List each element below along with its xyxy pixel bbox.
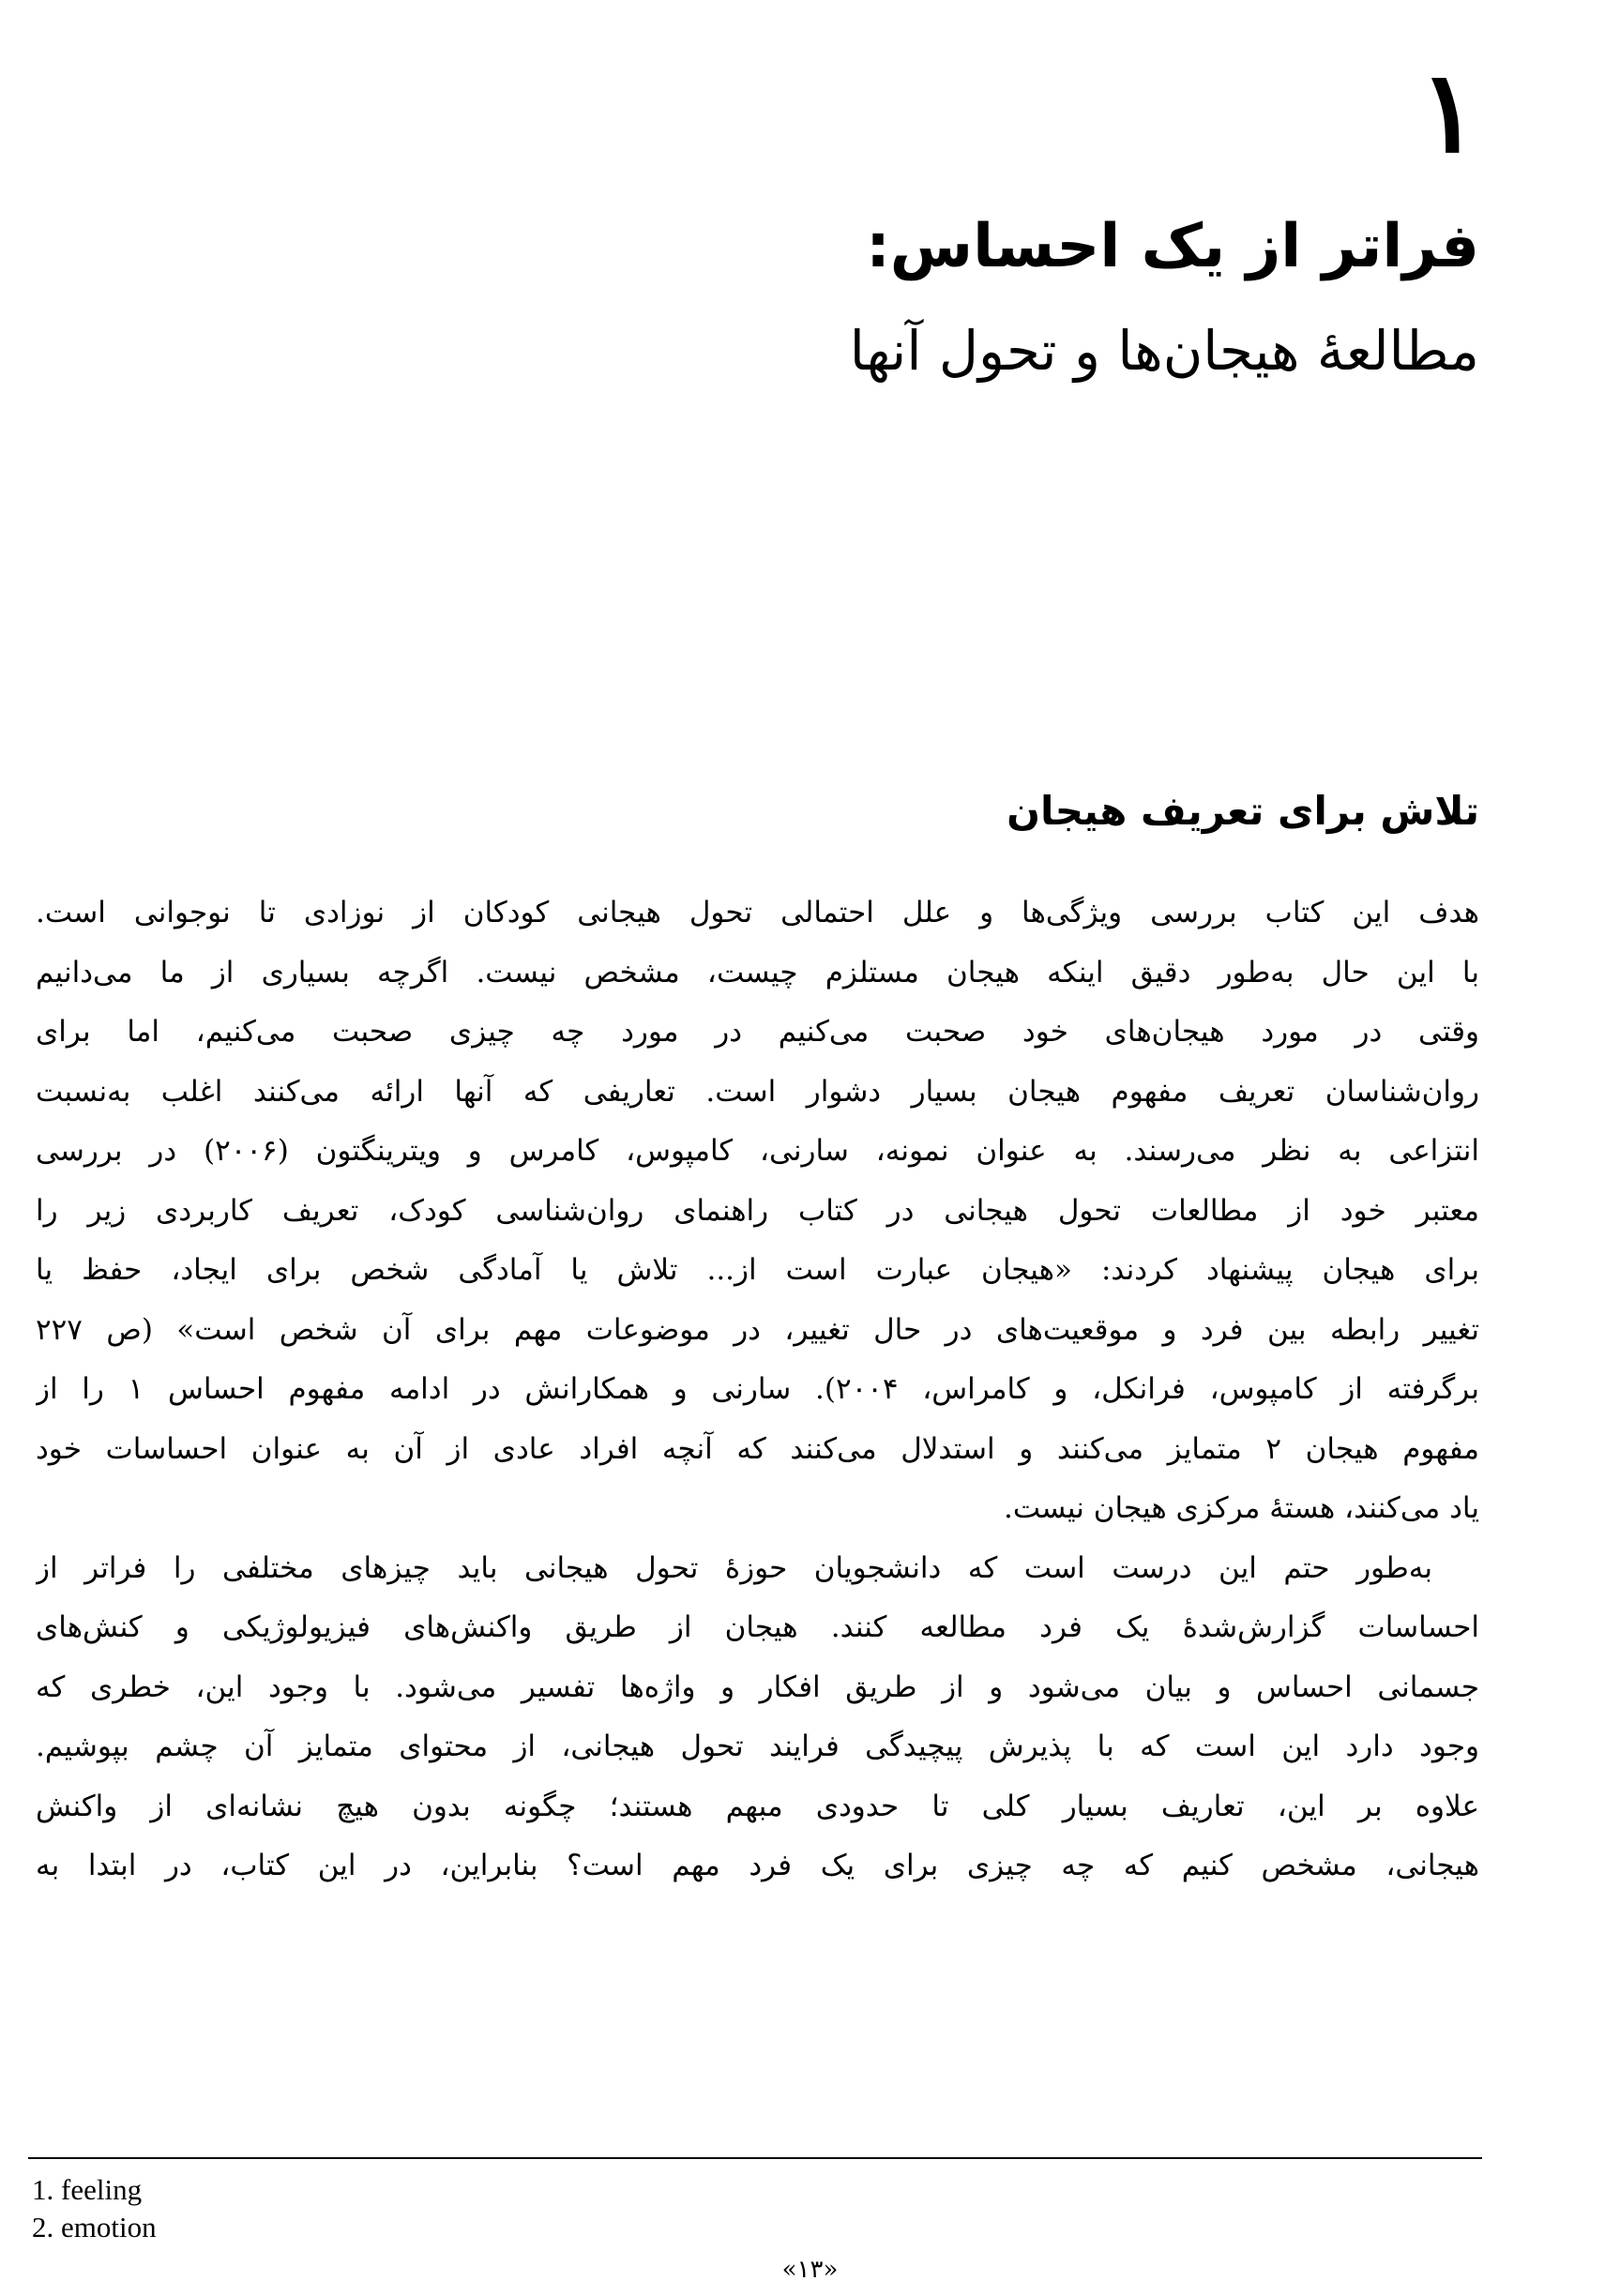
chapter-subtitle: مطالعۀ هیجان‌ها و تحول آنها bbox=[849, 319, 1479, 383]
body-line: با این حال به‌طور دقیق اینکه هیجان مستلزم چیست، مشخص نیست. اگرچه بسیاری از ما می‌دانیم bbox=[36, 955, 1479, 989]
page-number: «۱۳» bbox=[781, 2256, 839, 2284]
body-line: معتبر خود از مطالعات تحول هیجانی در کتاب راهنمای روان‌شناسی کودک، تعریف کاربردی زیر را bbox=[36, 1193, 1479, 1228]
body-line: علاوه بر این، تعاریف بسیار کلی تا حدودی مبهم هستند؛ چگونه بدون هیچ نشانه‌ای از واکنش bbox=[36, 1789, 1479, 1823]
body-line: روان‌شناسان تعریف مفهوم هیجان بسیار دشوار است. تعاریفی که آنها ارائه می‌کنند اغلب به‌نسبت bbox=[36, 1074, 1479, 1109]
body-line: برگرفته از کامپوس، فرانکل، و کامراس، ۲۰۰۴). سارنی و همکارانش در ادامه مفهوم احساس ۱ را از bbox=[36, 1372, 1479, 1406]
body-text bbox=[36, 884, 1479, 1896]
body-line: یاد می‌کنند، هستۀ مرکزی هیجان نیست. bbox=[1003, 1491, 1479, 1525]
body-line: احساسات گزارش‌شدۀ یک فرد مطالعه کنند. هیجان از طریق واکنش‌های فیزیولوژیکی و کنش‌های bbox=[36, 1610, 1479, 1644]
body-line: تغییر رابطه بین فرد و موقعیت‌های در حال تغییر، در موضوعات مهم برای آن شخص است» (ص ۲۲۷ bbox=[36, 1312, 1479, 1347]
footnote-item: 1. feeling bbox=[32, 2173, 143, 2206]
body-line: برای هیجان پیشنهاد کردند: «هیجان عبارت است از... تلاش یا آمادگی شخص برای ایجاد، حفظ یا bbox=[36, 1253, 1479, 1287]
body-line: هدف این کتاب بررسی ویژگی‌ها و علل احتمالی تحول هیجانی کودکان از نوزادی تا نوجوانی است. bbox=[36, 896, 1479, 929]
body-line: جسمانی احساس و بیان می‌شود و از طریق افکار و واژه‌ها تفسیر می‌شود. با وجود این، خطری که bbox=[36, 1669, 1479, 1704]
body-line: وقتی در مورد هیجان‌های خود صحبت می‌کنیم در مورد چه چیزی صحبت می‌کنیم، اما برای bbox=[36, 1015, 1479, 1049]
footnote-divider bbox=[28, 2157, 1482, 2159]
body-line: به‌طور حتم این درست است که دانشجویان حوزۀ تحول هیجانی باید چیزهای مختلفی را فراتر از bbox=[36, 1550, 1432, 1585]
chapter-number: ۱ bbox=[1418, 46, 1479, 178]
footnote-item: 2. emotion bbox=[32, 2211, 157, 2243]
body-line: انتزاعی به نظر می‌رسند. به عنوان نمونه، سارنی، کامپوس، کامرس و ویترینگتون (۲۰۰۶) در بررسی bbox=[36, 1134, 1479, 1168]
chapter-title: فراتر از یک احساس: bbox=[866, 212, 1479, 281]
body-line: هیجانی، مشخص کنیم که چه چیزی برای یک فرد مهم است؟ بنابراین، در این کتاب، در ابتدا به bbox=[36, 1849, 1479, 1882]
section-heading: تلاش برای تعریف هیجان bbox=[1007, 788, 1479, 834]
body-line: مفهوم هیجان ۲ متمایز می‌کنند و استدلال می‌کنند که آنچه افراد عادی از آن به عنوان احساسات خود bbox=[36, 1431, 1479, 1466]
body-line: وجود دارد این است که با پذیرش پیچیدگی فرایند تحول هیجانی، از محتوای متمایز آن چشم بپوشیم. bbox=[36, 1730, 1479, 1763]
footnotes bbox=[32, 2171, 157, 2246]
